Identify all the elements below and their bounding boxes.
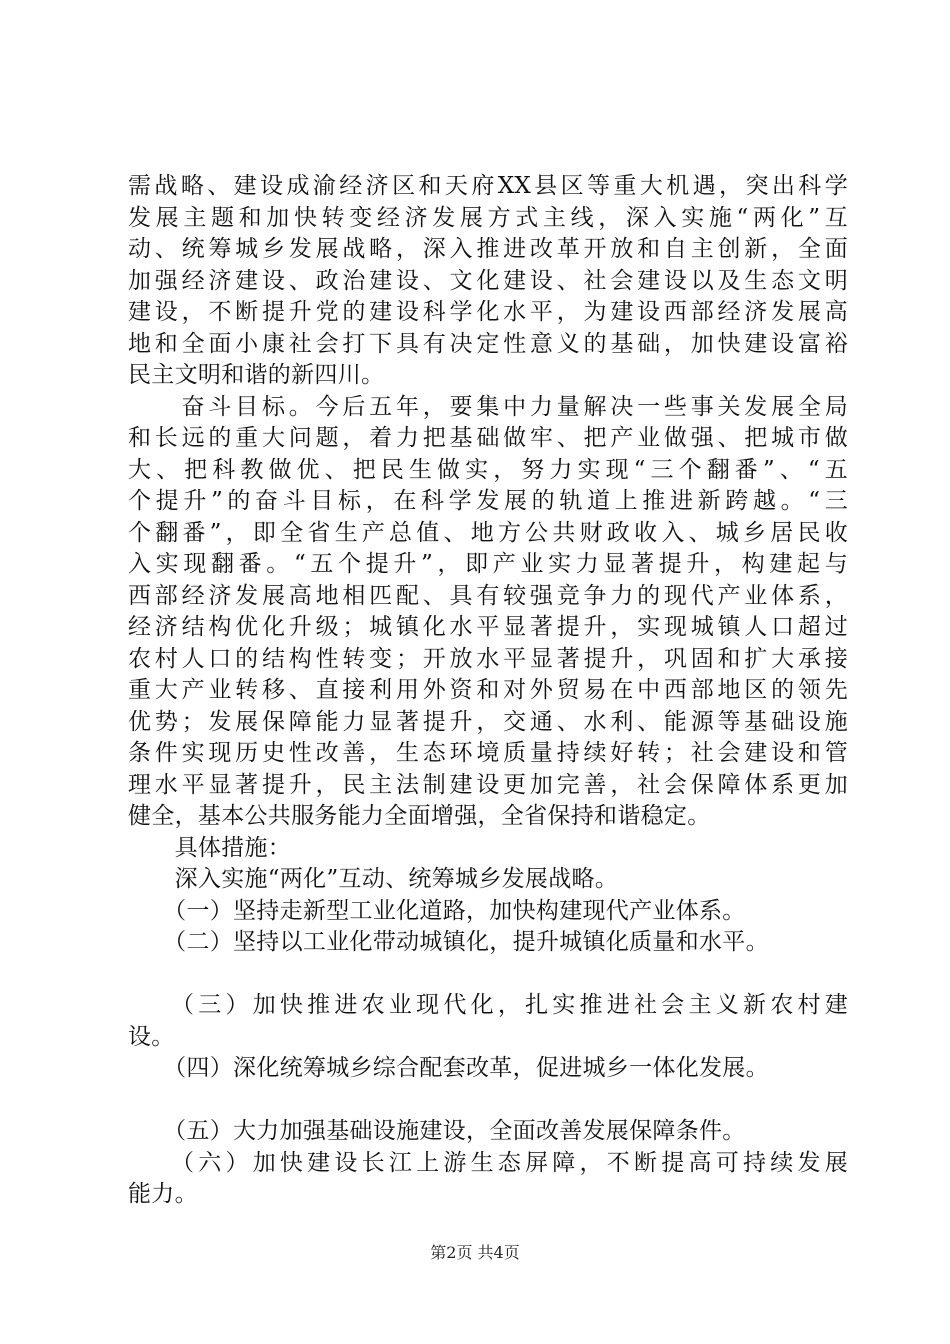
text-line: 西部经济发展高地相匹配、具有较强竞争力的现代产业体系，	[128, 582, 848, 609]
list-item: （三）加快推进农业现代化，扎实推进社会主义新农村建	[128, 992, 848, 1018]
text-line: 民主文明和谐的新四川。	[128, 362, 385, 388]
list-item: （五）大力加强基础设施建设，全面改善发展保障条件。	[128, 1118, 746, 1144]
page-footer	[0, 1243, 950, 1263]
document-body	[128, 171, 848, 1211]
text-line: 重大产业转移、直接利用外资和对外贸易在中西部地区的领先	[128, 677, 848, 703]
list-item-continuation: 设。	[128, 1023, 175, 1050]
text-line: 和长远的重大问题，着力把基础做牢、把产业做强、把城市做	[128, 425, 848, 451]
text-line: 需战略、建设成渝经济区和天府XX县区等重大机遇，突出科学	[128, 173, 848, 199]
text-line: 发展主题和加快转变经济发展方式主线，深入实施“两化”互	[128, 204, 848, 231]
text-line: 建设，不断提升党的建设科学化水平，为建设西部经济发展高	[128, 299, 848, 325]
text-line: 健全，基本公共服务能力全面增强，全省保持和谐稳定。	[128, 803, 711, 829]
blank-line	[128, 1085, 848, 1117]
list-item: （六）加快建设长江上游生态屏障，不断提高可持续发展	[128, 1149, 848, 1176]
text-line: 动、统筹城乡发展战略，深入推进改革开放和自主创新，全面	[128, 236, 848, 262]
text-line: 个翻番”，即全省生产总值、地方公共财政收入、城乡居民收	[128, 519, 848, 546]
text-line: 个提升”的奋斗目标，在科学发展的轨道上推进新跨越。“三	[128, 488, 848, 514]
list-item: （一）坚持走新型工业化道路，加快构建现代产业体系。	[128, 897, 746, 924]
text-line: 条件实现历史性改善，生态环境质量持续好转；社会建设和管	[128, 740, 848, 766]
text-line: 地和全面小康社会打下具有决定性意义的基础，加快建设富裕	[128, 330, 848, 357]
text-line: 经济结构优化升级；城镇化水平显著提升，实现城镇人口超过	[128, 614, 848, 640]
list-item: （二）坚持以工业化带动城镇化，提升城镇化质量和水平。	[128, 929, 769, 955]
text-line: 奋斗目标。今后五年，要集中力量解决一些事关发展全局	[128, 393, 848, 420]
text-line: 优势；发展保障能力显著提升，交通、水利、能源等基础设施	[128, 708, 848, 735]
section-heading: 具体措施：	[128, 834, 292, 861]
text-line: 大、把科教做优、把民生做实，努力实现“三个翻番”、“五	[128, 456, 848, 483]
blank-line	[128, 959, 848, 991]
text-line: 理水平显著提升，民主法制建设更加完善，社会保障体系更加	[128, 771, 848, 798]
text-line: 农村人口的结构性转变；开放水平显著提升，巩固和扩大承接	[128, 645, 848, 672]
list-item: （四）深化统筹城乡综合配套改革，促进城乡一体化发展。	[128, 1055, 769, 1081]
page-number: 第2页 共4页	[430, 1243, 520, 1262]
text-line: 深入实施“两化”互动、统筹城乡发展战略。	[128, 866, 619, 892]
text-line: 入实现翻番。“五个提升”，即产业实力显著提升，构建起与	[128, 551, 848, 577]
text-line: 加强经济建设、政治建设、文化建设、社会建设以及生态文明	[128, 267, 848, 294]
list-item-continuation: 能力。	[128, 1181, 198, 1207]
